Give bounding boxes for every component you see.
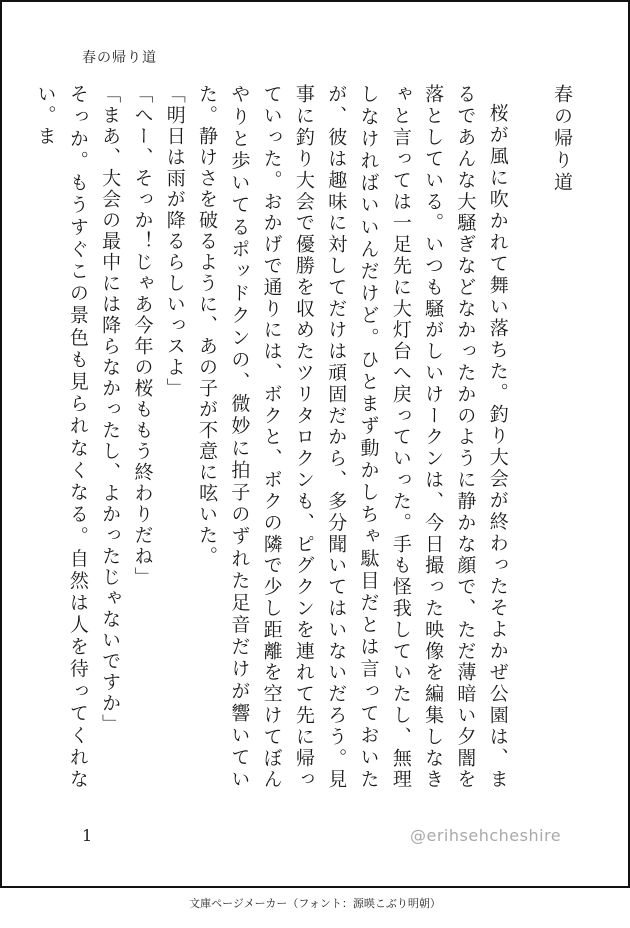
vertical-text-block xyxy=(29,84,578,790)
generator-footer: 文庫ページメーカー（フォント：源暎こぶり明朝） xyxy=(189,897,441,910)
paragraph-dialogue-3: 「まあ、大会の最中には降らなかったし、よかったじゃないですか」 xyxy=(99,84,122,735)
paragraph-narration: 桜が風に吹かれて舞い落ちた。釣り大会が終わったそよかぜ公園は、まるであんな大騒ぎなどなかったかのように静かな顔で、ただ薄暗い夕闇を落としている。いつも騒がしいけークンは、今日撮った映像を編集しなきゃと言っては一足先に大灯台へ戻っていった。手も怪我していたし、無理しなければいいんだけど。ひとまず動かしちゃ駄目だとは言っておいたが、彼は趣味に対してだけは頑固だから、多分聞いてはいないだろう。見事に釣り大会で優勝を収めたツリタロクンも、ピグクンを連れて先に帰っていった。おかげで通りには、ボクと、ボクの隣で少し距離を空けてぼんやりと歩いてるポッドクンの、微妙に拍子のずれた足音だけが響いていた。静けさを破るように、あの子が不意に呟いた。 xyxy=(196,84,509,790)
paragraph-dialogue-2: 「へー、そっか！じゃあ今年の桜ももう終わりだね」 xyxy=(131,84,154,588)
paragraph-closing: そっか。もうすぐこの景色も見られなくなる。自然は人を待ってくれない。ま xyxy=(34,84,89,790)
chapter-title: 春の帰り道 xyxy=(551,84,573,194)
page-number: 1 xyxy=(82,826,93,845)
author-credit: @erihsehcheshire xyxy=(410,826,562,845)
paragraph-dialogue-1: 「明日は雨が降るらしいっスよ」 xyxy=(163,84,186,399)
running-title: 春の帰り道 xyxy=(82,50,157,66)
